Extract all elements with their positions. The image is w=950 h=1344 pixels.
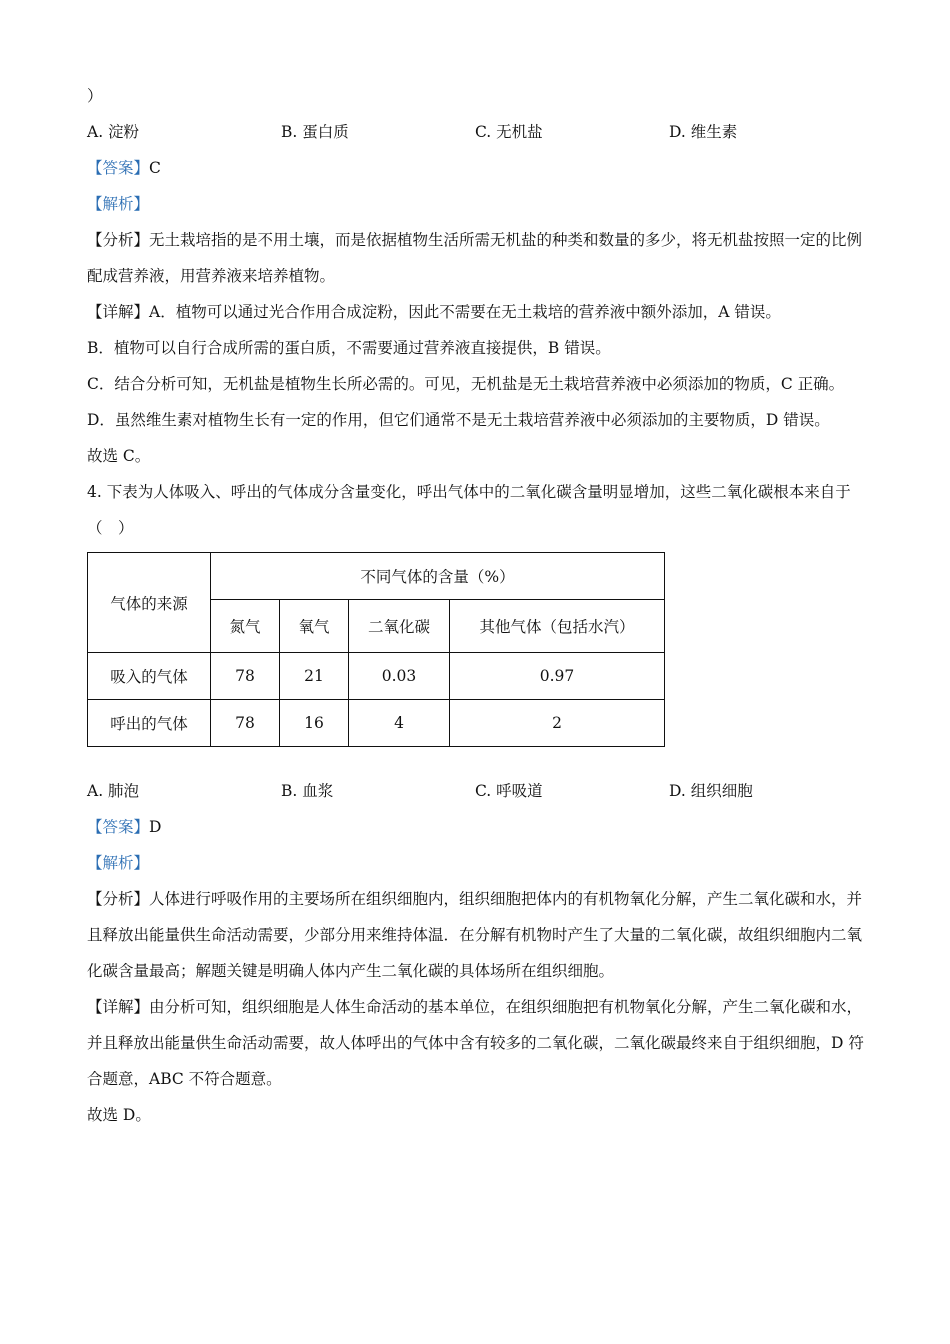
- table-col-other: 其他气体（包括水汽）: [450, 600, 665, 653]
- q3-detail-b: B．植物可以自行合成所需的蛋白质，不需要通过营养液直接提供，B 错误。: [87, 339, 611, 357]
- table-row: [88, 700, 665, 747]
- table-cell: 0.97: [450, 653, 665, 700]
- table-header-group: 不同气体的含量（%）: [211, 553, 665, 600]
- q3-answer: [87, 150, 867, 186]
- q4-detail: [87, 989, 867, 1097]
- q4-jiexi-tag: 【解析】: [87, 854, 150, 872]
- table-cell: 0.03: [349, 653, 450, 700]
- table-cell: 16: [280, 700, 349, 747]
- q3-conclusion: 故选 C。: [87, 447, 151, 465]
- answer-value: C: [149, 159, 161, 177]
- q3-jiexi-tag: 【解析】: [87, 195, 150, 213]
- q3-option-c: C. 无机盐: [475, 123, 543, 141]
- question-4-options: [87, 773, 867, 809]
- q4-analysis: [87, 881, 867, 989]
- q3-option-a: A. 淀粉: [87, 123, 140, 141]
- question-3-stem-end: ）: [87, 87, 103, 105]
- analysis-text: 人体进行呼吸作用的主要场所在组织细胞内，组织细胞把体内的有机物氧化分解，产生二氧化碳和水，并且释放出能量供生命活动需要，少部分用来维持体温．在分解有机物时产生了大量的二氧化碳，故组织细胞内二氧化碳含量最高；解题关键是明确人体内产生二氧化碳的具体场所在组织细胞。: [87, 890, 863, 980]
- q4-option-d: D. 组织细胞: [669, 782, 753, 800]
- analysis-text: 无土栽培指的是不用土壤，而是依据植物生活所需无机盐的种类和数量的多少，将无机盐按照一定的比例配成营养液，用营养液来培养植物。: [87, 231, 863, 285]
- table-cell: 78: [211, 653, 280, 700]
- q4-option-a: A. 肺泡: [87, 782, 140, 800]
- detail-tag: 【详解】: [87, 303, 150, 321]
- document-page: [87, 78, 867, 1133]
- gas-content-table: [87, 552, 665, 747]
- answer-tag: 【答案】: [87, 818, 150, 836]
- table-cell: 4: [349, 700, 450, 747]
- q4-option-b: B. 血浆: [281, 782, 334, 800]
- table-row: [88, 653, 665, 700]
- table-header-source: 气体的来源: [88, 553, 211, 653]
- q3-detail-a: [87, 294, 867, 330]
- table-col-nitrogen: 氮气: [211, 600, 280, 653]
- table-col-oxygen: 氧气: [280, 600, 349, 653]
- table-cell: 78: [211, 700, 280, 747]
- detail-text: A．植物可以通过光合作用合成淀粉，因此不需要在无土栽培的营养液中额外添加，A 错误。: [149, 303, 781, 321]
- detail-text: 由分析可知，组织细胞是人体生命活动的基本单位，在组织细胞把有机物氧化分解，产生二氧化碳和水，并且释放出能量供生命活动需要，故人体呼出的气体中含有较多的二氧化碳，二氧化碳最终来自于组织细胞，D 符合题意，ABC 不符合题意。: [87, 998, 864, 1088]
- q3-detail-c: C．结合分析可知，无机盐是植物生长所必需的。可见，无机盐是无土栽培营养液中必须添加的物质，C 正确。: [87, 375, 845, 393]
- table-col-co2: 二氧化碳: [349, 600, 450, 653]
- table-cell: 21: [280, 653, 349, 700]
- answer-tag: 【答案】: [87, 159, 150, 177]
- q3-detail-d: D．虽然维生素对植物生长有一定的作用，但它们通常不是无土栽培营养液中必须添加的主要物质，D 错误。: [87, 411, 830, 429]
- q4-conclusion: 故选 D。: [87, 1106, 151, 1124]
- detail-tag: 【详解】: [87, 998, 150, 1016]
- question-4-stem: 4. 下表为人体吸入、呼出的气体成分含量变化，呼出气体中的二氧化碳含量明显增加，这些二氧化碳根本来自于（ ）: [87, 483, 851, 537]
- q4-option-c: C. 呼吸道: [475, 782, 543, 800]
- q3-analysis: [87, 222, 867, 294]
- q3-option-d: D. 维生素: [669, 123, 738, 141]
- question-3-options: [87, 114, 867, 150]
- row-label: 吸入的气体: [88, 653, 211, 700]
- q4-answer: [87, 809, 867, 845]
- analysis-tag: 【分析】: [87, 890, 150, 908]
- q3-option-b: B. 蛋白质: [281, 123, 349, 141]
- analysis-tag: 【分析】: [87, 231, 150, 249]
- table-cell: 2: [450, 700, 665, 747]
- row-label: 呼出的气体: [88, 700, 211, 747]
- answer-value: D: [149, 818, 162, 836]
